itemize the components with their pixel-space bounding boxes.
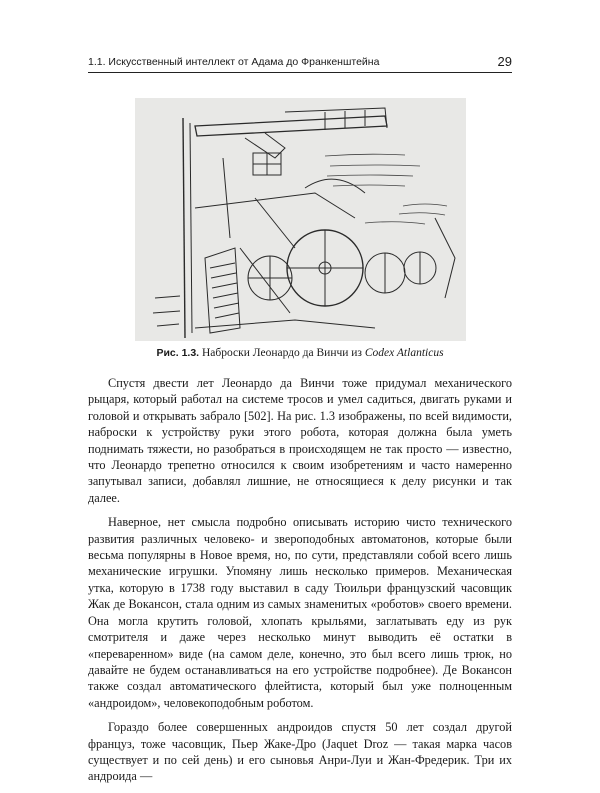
running-header	[88, 52, 512, 73]
body-text	[88, 375, 512, 793]
leonardo-sketch-image	[135, 98, 466, 341]
caption-text: Наброски Леонардо да Винчи из	[201, 347, 362, 359]
chapter-title: 1.1. Искусственный интеллект от Адама до Франкенштейна	[88, 56, 380, 68]
figure-label: Рис. 1.3.	[156, 347, 200, 359]
paragraph: Наверное, нет смысла подробно описывать историю чисто технического развития различных человеко- и звероподобных автоматонов, которые были весьма популярны в Новое время, но, по сути, представляли собой всего лишь механические игрушки. Упомяну лишь несколько примеров. Механическая утка, которую в 1738 году выставил в саду Тюильри французский часовщик Жак де Вокансон, стала одним из самых знаменитых «роботов» своего времени. Она могла крутить головой, хлопать крыльями, заглатывать еду из рук смотрителя и даже через несколько минут выводить её остатки в «переваренном» виде (на самом деле, конечно, это был всего лишь трюк, но давайте не будем останавливаться на его устройстве подробнее). Де Вокансон также создал автоматического флейтиста, который был уже полноценным «андроидом», человекоподобным роботом.	[88, 515, 512, 710]
page-number: 29	[497, 54, 512, 69]
paragraph: Гораздо более совершенных андроидов спустя 50 лет создал другой француз, тоже часовщик, Пьер Жаке-Дро (Jaquet Droz — такая марка часов существует и по сей день) и его сыновья Анри-Луи и Жан-Фредерик. Три их андроида —	[88, 720, 512, 784]
figure-caption	[88, 347, 512, 359]
paragraph: Спустя двести лет Леонардо да Винчи тоже придумал механического рыцаря, который работал на системе тросов и умел садиться, двигать руками и головой и открывать забрало [502]. На рис. 1.3 изображены, по всей видимости, наброски к устройству руки этого робота, которая должна была уметь поднимать тяжести, но разобраться в происходящем не так просто — известно, что Леонардо трепетно относился к своим изобретениям и часто намеренно запутывал записи, добавлял лишние, не относящиеся к делу рисунки и так далее.	[88, 376, 512, 505]
sketch-drawing	[135, 98, 466, 341]
caption-italic: Codex Atlanticus	[364, 347, 444, 359]
